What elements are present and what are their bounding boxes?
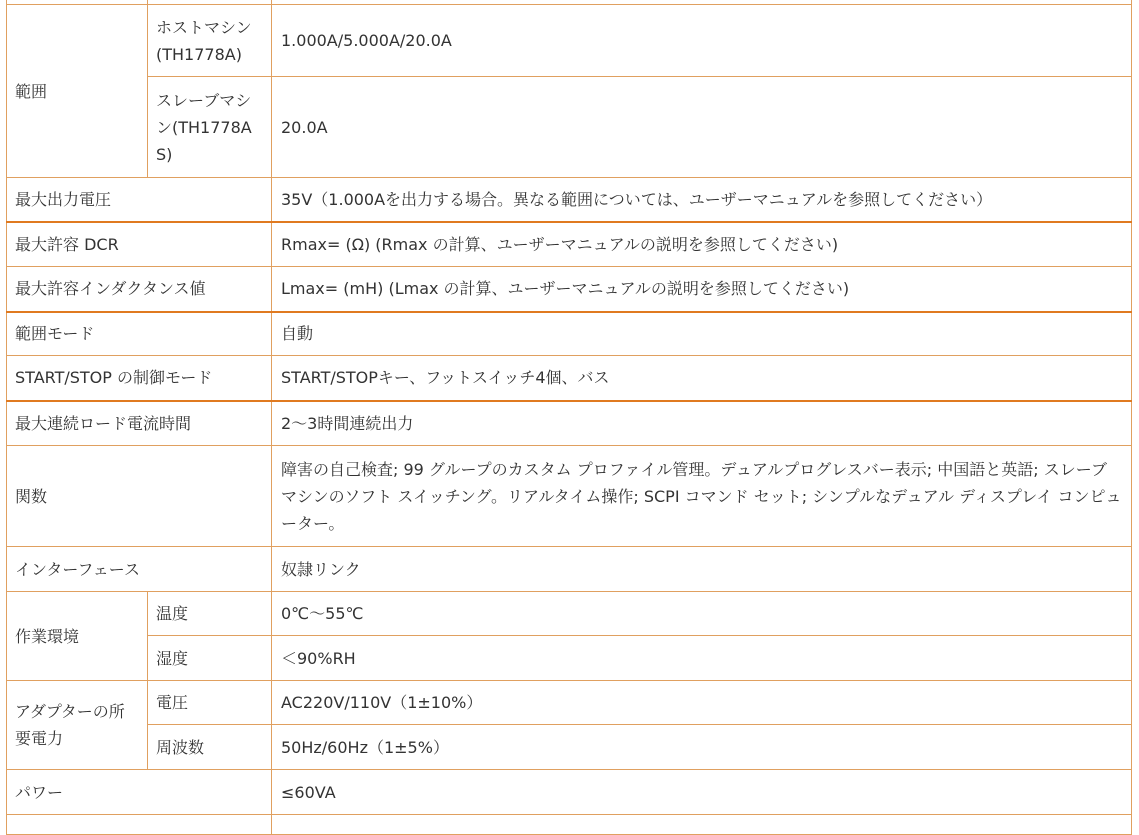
adapter-frequency-value: 50Hz/60Hz（1±5%） — [272, 725, 1132, 770]
start-stop-mode-value: START/STOPキー、フットスイッチ4個、バス — [272, 356, 1132, 401]
range-host-value: 1.000A/5.000A/20.0A — [272, 5, 1132, 77]
bottom-partial-cell — [7, 815, 272, 835]
adapter-power-label: アダプターの所要電力 — [7, 681, 148, 770]
table-row-range-mode — [7, 312, 1132, 356]
spec-table — [6, 0, 1132, 835]
adapter-frequency-label: 周波数 — [148, 725, 272, 770]
range-slave-label: スレーブマシン(TH1778AS) — [148, 77, 272, 178]
adapter-voltage-label: 電圧 — [148, 681, 272, 725]
table-row-max-output-voltage — [7, 178, 1132, 222]
table-row-max-inductance — [7, 267, 1132, 312]
table-row-bottom-partial — [7, 815, 1132, 835]
interface-label: インターフェース — [7, 547, 272, 592]
table-row-adapter-voltage — [7, 681, 1132, 725]
range-label: 範囲 — [7, 5, 148, 178]
interface-value: 奴隷リンク — [272, 547, 1132, 592]
start-stop-mode-label: START/STOP の制御モード — [7, 356, 272, 401]
max-output-voltage-value: 35V（1.000Aを出力する場合。異なる範囲については、ユーザーマニュアルを参照してください） — [272, 178, 1132, 222]
max-continuous-time-label: 最大連続ロード電流時間 — [7, 401, 272, 446]
functions-value: 障害の自己検査; 99 グループのカスタム プロファイル管理。デュアルプログレスバー表示; 中国語と英語; スレーブ マシンのソフト スイッチング。リアルタイム操作; SCPI コマンド セット; シンプルなデュアル ディスプレイ コンピューター。 — [272, 446, 1132, 547]
table-row-max-continuous-time — [7, 401, 1132, 446]
range-mode-value: 自動 — [272, 312, 1132, 356]
range-slave-value: 20.0A — [272, 77, 1132, 178]
power-value: ≤60VA — [272, 770, 1132, 815]
table-row-adapter-frequency — [7, 725, 1132, 770]
max-inductance-value: Lmax= (mH) (Lmax の計算、ユーザーマニュアルの説明を参照してください) — [272, 267, 1132, 312]
table-row-power — [7, 770, 1132, 815]
bottom-partial-cell — [272, 815, 1132, 835]
adapter-voltage-value: AC220V/110V（1±10%） — [272, 681, 1132, 725]
max-continuous-time-value: 2～3時間連続出力 — [272, 401, 1132, 446]
work-env-humidity-value: ＜90%RH — [272, 636, 1132, 681]
range-host-label: ホストマシン(TH1778A) — [148, 5, 272, 77]
max-inductance-label: 最大許容インダクタンス値 — [7, 267, 272, 312]
range-mode-label: 範囲モード — [7, 312, 272, 356]
table-row-range-slave — [7, 77, 1132, 178]
table-row-work-env-humidity — [7, 636, 1132, 681]
table-row-interface — [7, 547, 1132, 592]
table-row-start-stop-mode — [7, 356, 1132, 401]
functions-label: 関数 — [7, 446, 272, 547]
table-row-functions — [7, 446, 1132, 547]
max-dcr-label: 最大許容 DCR — [7, 222, 272, 267]
power-label: パワー — [7, 770, 272, 815]
max-dcr-value: Rmax= (Ω) (Rmax の計算、ユーザーマニュアルの説明を参照してください) — [272, 222, 1132, 267]
table-row-max-dcr — [7, 222, 1132, 267]
table-row-work-env-temp — [7, 592, 1132, 636]
work-env-temp-label: 温度 — [148, 592, 272, 636]
work-env-temp-value: 0℃～55℃ — [272, 592, 1132, 636]
work-env-humidity-label: 湿度 — [148, 636, 272, 681]
max-output-voltage-label: 最大出力電圧 — [7, 178, 272, 222]
table-row-range-host — [7, 5, 1132, 77]
work-env-label: 作業環境 — [7, 592, 148, 681]
